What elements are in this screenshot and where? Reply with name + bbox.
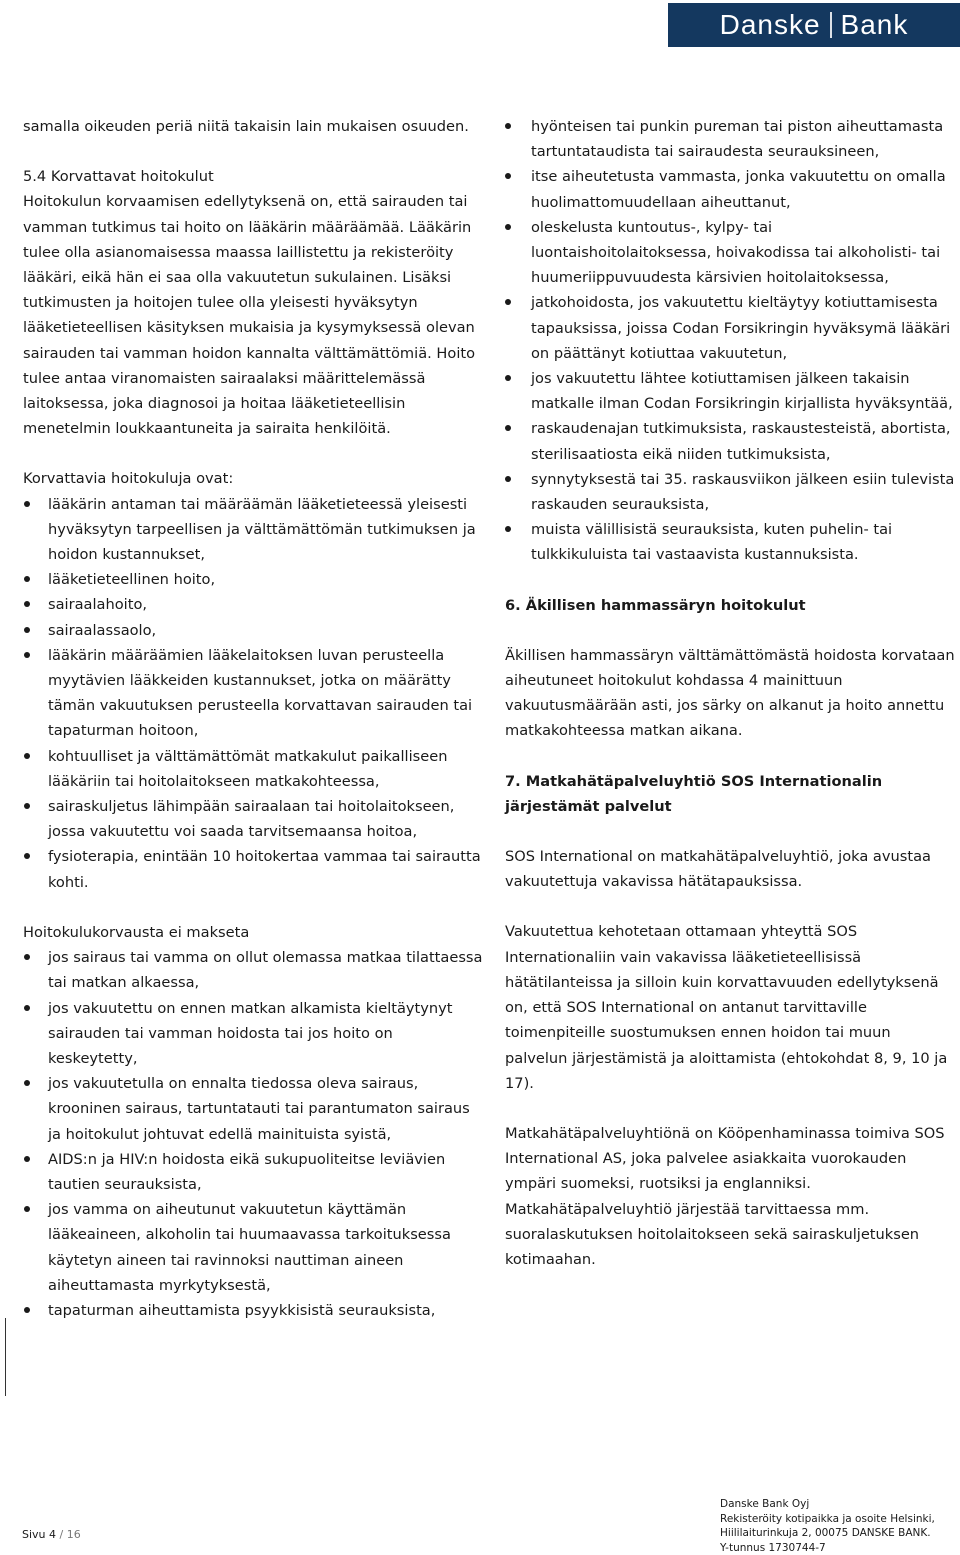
not-covered-list-continued: [505, 114, 955, 568]
list-item: itse aiheutetusta vammasta, jonka vakuutettu on omalla huolimattomuudellaan aiheuttanut,: [505, 164, 955, 214]
list-item: lääketieteellinen hoito,: [23, 567, 483, 592]
list-item: jatkohoidosta, jos vakuutettu kieltäytyy kotiuttamisesta tapauksissa, joissa Codan Forsikringin hyväksymä lääkäri on päättänyt kotiuttaa vakuutetun,: [505, 290, 955, 366]
list-item: jos sairaus tai vamma on ollut olemassa matkaa tilattaessa tai matkan alkaessa,: [23, 945, 483, 995]
intro-text: samalla oikeuden periä niitä takaisin lain mukaisen osuuden.: [23, 114, 483, 139]
list-item: synnytyksestä tai 35. raskausviikon jälkeen esiin tulevista raskauden seurauksista,: [505, 467, 955, 517]
page-number: [22, 1528, 81, 1541]
list-item: tapaturman aiheuttamista psyykkisistä seurauksista,: [23, 1298, 483, 1323]
logo-separator: [830, 12, 832, 38]
list-item: hyönteisen tai punkin pureman tai piston aiheuttamasta tartuntataudista tai sairaudesta seurauksineen,: [505, 114, 955, 164]
section-7-paragraph-3: Matkahätäpalveluyhtiönä on Kööpenhaminassa toimiva SOS International AS, joka palvelee asiakkaita vuorokauden ympäri suomeksi, ruotsiksi ja englanniksi. Matkahätäpalveluyhtiö järjestää tarvittaessa mm. suoralaskutuksen hoitolaitokseen sekä sairaskuljetuksen kotimaahan.: [505, 1121, 955, 1272]
section-7-paragraph-1: SOS International on matkahätäpalveluyhtiö, joka avustaa vakuutettuja vakavissa hätätapauksissa.: [505, 844, 955, 894]
list-item: lääkärin määräämien lääkelaitoksen luvan perusteella myytävien lääkkeiden kustannukset, jotka on määrätty tämän vakuutuksen perusteella korvattavan sairauden tai tapaturman hoitoon,: [23, 643, 483, 744]
covered-title: Korvattavia hoitokuluja ovat:: [23, 466, 483, 491]
section-6-title: 6. Äkillisen hammassäryn hoitokulut: [505, 593, 955, 618]
not-covered-title: Hoitokulukorvausta ei makseta: [23, 920, 483, 945]
company-business-id: Y-tunnus 1730744-7: [720, 1541, 935, 1555]
section-7-title: 7. Matkahätäpalveluyhtiö SOS Internationalin järjestämät palvelut: [505, 769, 955, 819]
company-name: Danske Bank Oyj: [720, 1497, 935, 1512]
covered-list: [23, 492, 483, 895]
list-item: sairaskuljetus lähimpään sairaalaan tai hoitolaitokseen, jossa vakuutettu voi saada tarvitsemaansa hoitoa,: [23, 794, 483, 844]
company-address-line-1: Rekisteröity kotipaikka ja osoite Helsinki,: [720, 1512, 935, 1527]
list-item: lääkärin antaman tai määräämän lääketieteessä yleisesti hyväksytyn tarpeellisen ja välttämättömän tutkimuksen ja hoidon kustannukset,: [23, 492, 483, 568]
left-column: [23, 114, 483, 1323]
list-item: sairaalahoito,: [23, 592, 483, 617]
list-item: muista välillisistä seurauksista, kuten puhelin- tai tulkkikuluista tai vastaavista kustannuksista.: [505, 517, 955, 567]
danske-bank-logo: [668, 3, 960, 47]
list-item: fysioterapia, enintään 10 hoitokertaa vammaa tai sairautta kohti.: [23, 844, 483, 894]
page-current: 4: [49, 1528, 56, 1541]
list-item: oleskelusta kuntoutus-, kylpy- tai luontaishoitolaitoksessa, hoivakodissa tai alkoholisti- tai huumeriippuvuudesta kärsivien hoitolaitoksessa,: [505, 215, 955, 291]
section-6-body: Äkillisen hammassäryn välttämättömästä hoidosta korvataan aiheutuneet hoitokulut kohdassa 4 mainittuun vakuutusmäärään asti, jos särky on alkanut ja hoito annettu matkakohteessa matkan aikana.: [505, 643, 955, 744]
list-item: AIDS:n ja HIV:n hoidosta eikä sukupuoliteitse leviävien tautien seurauksista,: [23, 1147, 483, 1197]
list-item: jos vakuutettu lähtee kotiuttamisen jälkeen takaisin matkalle ilman Codan Forsikringin kirjallista hyväksyntää,: [505, 366, 955, 416]
section-54-title: 5.4 Korvattavat hoitokulut: [23, 164, 483, 189]
list-item: jos vakuutetulla on ennalta tiedossa oleva sairaus, krooninen sairaus, tartuntatauti tai parantumaton sairaus ja hoitokulut johtuvat edellä mainituista syistä,: [23, 1071, 483, 1147]
page-total: 16: [67, 1528, 81, 1541]
not-covered-list: [23, 945, 483, 1323]
page-label: Sivu: [22, 1528, 46, 1541]
section-54-body: Hoitokulun korvaamisen edellytyksenä on, että sairauden tai vamman tutkimus tai hoito on lääkärin määräämää. Lääkärin tulee olla asianomaisessa maassa laillistettu ja rekisteröity lääkäri, eikä hän ei saa olla vakuutetun sukulainen. Lisäksi tutkimusten ja hoitojen tulee olla yleisesti hyväksytyn lääketieteellisen käsityksen mukaisia ja kysymyksessä olevan sairauden tai vamman hoidon kannalta välttämättömiä. Hoito tulee antaa viranomaisten sairaalaksi määrittelemässä laitoksessa, joka diagnosoi ja hoitaa lääketieteellisin menetelmin loukkaantuneita ja sairaita henkilöitä.: [23, 189, 483, 441]
list-item: raskaudenajan tutkimuksista, raskaustesteistä, abortista, sterilisaatiosta eikä niiden tutkimuksista,: [505, 416, 955, 466]
right-column: [505, 114, 955, 1272]
company-info: [720, 1497, 935, 1555]
margin-change-bar: [5, 1318, 6, 1396]
list-item: jos vamma on aiheutunut vakuutetun käyttämän lääkeaineen, alkoholin tai huumaavassa tarkoituksessa käytetyn aineen tai ravinnoksi nauttiman aineen aiheuttamasta myrkytyksestä,: [23, 1197, 483, 1298]
page-separator: /: [60, 1528, 64, 1541]
logo-word-bank: Bank: [841, 9, 909, 41]
section-7-paragraph-2: Vakuutettua kehotetaan ottamaan yhteyttä SOS Internationaliin vain vakavissa lääketieteellisissä hätätilanteissa ja silloin kuin korvattavuuden edellytyksenä on, että SOS International on antanut tarvittaville toimenpiteille suostumuksen ennen hoidon tai muun palvelun järjestämistä ja aloittamista (ehtokohdat 8, 9, 10 ja 17).: [505, 919, 955, 1095]
list-item: kohtuulliset ja välttämättömät matkakulut paikalliseen lääkäriin tai hoitolaitokseen matkakohteessa,: [23, 744, 483, 794]
list-item: sairaalassaolo,: [23, 618, 483, 643]
list-item: jos vakuutettu on ennen matkan alkamista kieltäytynyt sairauden tai vamman hoidosta tai jos hoito on keskeytetty,: [23, 996, 483, 1072]
company-address-line-2: Hiililaiturinkuja 2, 00075 DANSKE BANK.: [720, 1526, 935, 1541]
logo-word-danske: Danske: [720, 9, 821, 41]
